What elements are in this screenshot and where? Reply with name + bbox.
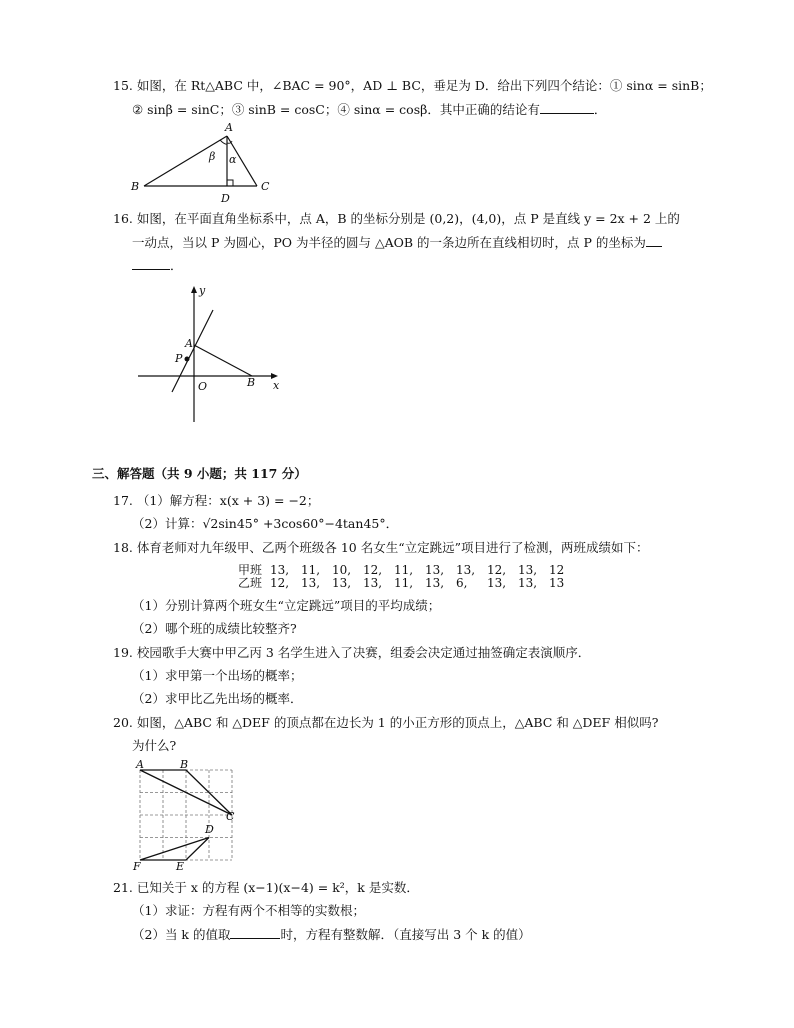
q15-triangle-figure [125,118,285,206]
q18-sub2: （2）哪个班的成绩比较整齐? [132,621,297,636]
q15-line1: 15. 如图，在 Rt△ABC 中，∠BAC = 90°，AD ⊥ BC，垂足为 D．给出下列四个结论：① sinα = sinB； [113,78,712,93]
q21-line1: 21. 已知关于 x 的方程 (x−1)(x−4) = k²，k 是实数． [113,880,419,895]
score-cell: 13 [549,576,565,590]
row-label: 乙班 [238,576,263,590]
label-A: A [136,758,144,771]
q15-line2-end: ． [593,102,607,117]
q18-sub1: （1）分别计算两个班女生“立定跳远”项目的平均成绩； [132,598,441,613]
angle-arc-alpha [227,141,232,143]
q16-answer-blank-a[interactable] [646,234,662,247]
grid-lines [140,770,232,860]
point-p [185,357,190,362]
score-cell: 11, [394,576,414,590]
score-cell: 11, [301,563,321,577]
label-C: C [261,180,270,193]
q20-line2: 为什么? [132,738,177,753]
score-cell: 13, [518,563,538,577]
q16-line1: 16. 如图，在平面直角坐标系中，点 A，B 的坐标分别是 (0,2)，(4,0)，点 P 是直线 y = 2x + 2 上的 [113,211,680,226]
score-cell: 13, [518,576,538,590]
q21-sub2-pre: （2）当 k 的值取 [132,927,231,942]
q17-line1: 17. （1）解方程：x(x + 3) = −2； [113,493,320,508]
label-D: D [205,823,214,836]
q20-line1: 20. 如图，△ABC 和 △DEF 的顶点都在边长为 1 的小正方形的顶点上，△ABC 和 △DEF 相似吗? [113,715,659,730]
q15-answer-blank[interactable] [540,101,594,114]
q18-row-class-a [238,563,580,577]
label-alpha: α [229,153,237,166]
segment-ab [194,345,252,376]
row-label: 甲班 [238,563,263,577]
label-A: A [185,337,193,350]
q19-sub1: （1）求甲第一个出场的概率； [132,668,303,683]
score-cell: 13, [270,563,290,577]
y-axis-arrow [191,286,197,293]
q16-line2-text: 一动点，当以 P 为圆心，PO 为半径的圆与 △AOB 的一条边所在直线相切时，点 P 的坐标为 [132,235,646,250]
q21-sub1: （1）求证：方程有两个不相等的实数根； [132,903,365,918]
label-B: B [247,376,256,389]
score-cell: 12, [270,576,290,590]
label-E: E [176,860,185,873]
score-cell: 12 [549,563,565,577]
q16-line3-end: ． [170,258,183,273]
q21-sub2 [132,926,531,943]
q15-line2-text: ② sinβ = sinC；③ sinB = cosC；④ sinα = cosβ．其中正确的结论有 [132,102,540,117]
score-cell: 13, [425,563,445,577]
q21-sub2-post: 时，方程有整数解．（直接写出 3 个 k 的值） [280,927,531,942]
section3-title: 三、解答题（共 9 小题；共 117 分） [92,466,307,481]
q19-line1: 19. 校园歌手大赛中甲乙丙 3 名学生进入了决赛，组委会决定通过抽签确定表演顺序． [113,645,591,660]
label-F: F [133,860,141,873]
label-A: A [225,121,233,134]
score-cell: 10, [332,563,352,577]
q16-line2 [132,234,662,251]
q20-grid-figure [128,756,243,874]
label-D: D [221,192,230,205]
triangle-def [140,838,209,861]
score-cell: 13, [301,576,321,590]
q18-line1: 18. 体育老师对九年级甲、乙两个班级各 10 名女生“立定跳远”项目进行了检测，两班成绩如下： [113,540,649,555]
q16-line3 [132,257,183,274]
score-cell: 13, [487,576,507,590]
label-C: C [226,810,235,823]
q16-coordinate-figure [128,282,298,427]
score-cell: 6, [456,576,468,590]
score-cell: 13, [363,576,383,590]
label-O: O [198,380,208,393]
label-B: B [131,180,140,193]
q19-sub2: （2）求甲比乙先出场的概率． [132,691,303,706]
label-x: x [273,379,280,392]
q15-line2 [132,101,606,118]
q21-answer-blank[interactable] [230,926,280,939]
label-beta: β [209,150,216,163]
q18-row-class-b [238,576,580,590]
score-cell: 13, [456,563,476,577]
label-P: P [175,352,183,365]
q17-line2: （2）计算：√2sin45° +3cos60°−4tan45°． [132,516,399,531]
right-angle-mark-d [227,180,233,186]
score-cell: 12, [363,563,383,577]
score-cell: 11, [394,563,414,577]
score-cell: 13, [332,576,352,590]
label-y: y [199,284,206,297]
angle-arc-beta [220,140,227,144]
score-cell: 13, [425,576,445,590]
q16-answer-blank-b[interactable] [132,257,170,270]
score-cell: 12, [487,563,507,577]
label-B: B [180,758,189,771]
